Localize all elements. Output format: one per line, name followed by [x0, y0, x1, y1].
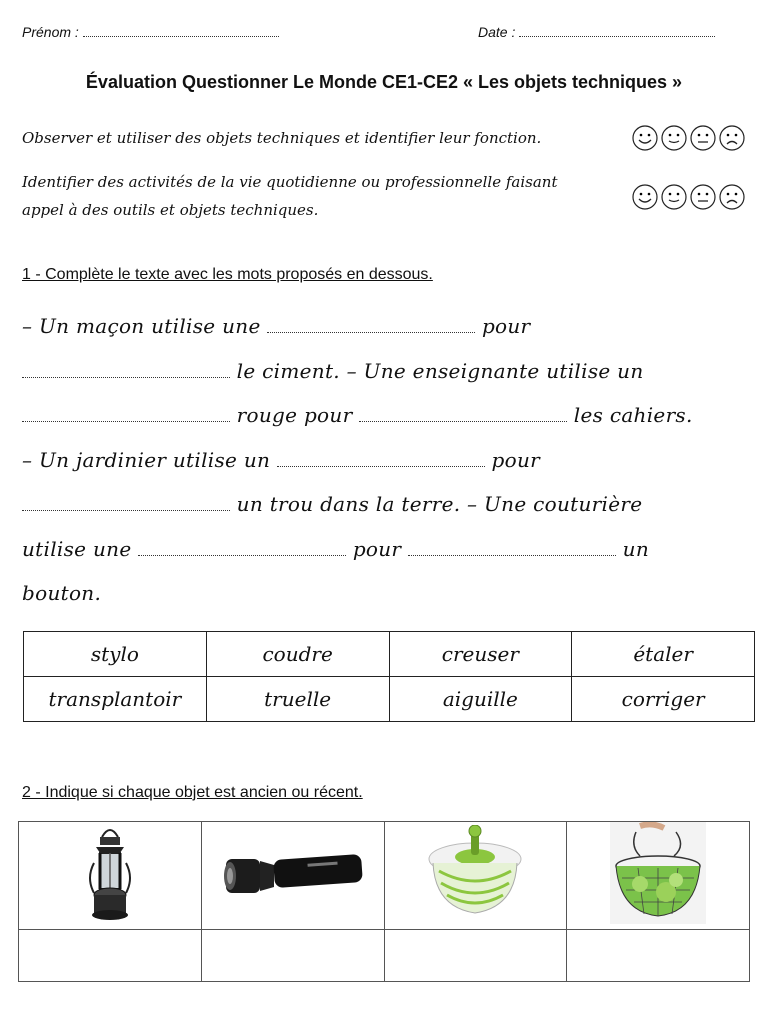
word-cell: transplantoir	[24, 677, 207, 722]
objective-2: Identifier des activités de la vie quotidienne ou professionnelle faisant appel à des outils et objets techniques.	[22, 173, 558, 219]
text-line-5: un trou dans la terre. – Une couturière	[22, 482, 712, 527]
object-cell	[19, 822, 202, 930]
answer-cell[interactable]	[201, 930, 384, 982]
blank-5[interactable]	[277, 450, 485, 467]
text-line-2: le ciment. – Une enseignante utilise un	[22, 349, 712, 394]
date-field[interactable]	[478, 24, 715, 40]
object-cell	[567, 822, 750, 930]
prenom-label: Prénom :	[22, 24, 79, 40]
smile-big-icon[interactable]	[632, 184, 658, 210]
blank-4[interactable]	[359, 405, 567, 422]
word-cell: aiguille	[389, 677, 572, 722]
fill-in-text	[22, 304, 712, 616]
word-cell: stylo	[24, 632, 207, 677]
object-cell	[384, 822, 567, 930]
word-cell: corriger	[572, 677, 755, 722]
text-line-3: rouge pour les cahiers.	[22, 393, 712, 438]
date-label: Date :	[478, 24, 516, 40]
blank-1[interactable]	[267, 316, 475, 333]
word-bank-table	[23, 631, 755, 722]
text-line-1: – Un maçon utilise une pour	[22, 314, 531, 338]
salad-spinner-image	[425, 825, 525, 921]
blank-2[interactable]	[22, 361, 230, 378]
objects-table	[18, 821, 750, 982]
page-title: Évaluation Questionner Le Monde CE1-CE2 « Les objets techniques »	[85, 72, 683, 92]
section-2-title: 2 - Indique si chaque objet est ancien ou récent.	[22, 784, 363, 801]
blank-6[interactable]	[22, 494, 230, 511]
neutral-face-icon[interactable]	[690, 184, 716, 210]
self-eval-faces-2[interactable]	[632, 184, 745, 210]
text-line-6: utilise une pour un	[22, 536, 650, 561]
answers-row	[19, 930, 750, 982]
text-line-4: – Un jardinier utilise un pour	[22, 447, 541, 472]
smile-icon[interactable]	[661, 125, 687, 151]
flashlight-image	[218, 843, 368, 903]
word-cell: étaler	[572, 632, 755, 677]
self-eval-faces-1[interactable]	[632, 125, 745, 151]
blank-7[interactable]	[138, 539, 346, 556]
smile-icon[interactable]	[661, 184, 687, 210]
object-cell	[201, 822, 384, 930]
sad-face-icon[interactable]	[719, 184, 745, 210]
objects-image-row	[19, 822, 750, 930]
objective-1: Observer et utiliser des objets techniques et identifier leur fonction.	[22, 129, 542, 147]
lantern-image	[80, 823, 140, 923]
answer-cell[interactable]	[19, 930, 202, 982]
section-1-title: 1 - Complète le texte avec les mots proposés en dessous.	[22, 266, 433, 283]
word-bank-row	[24, 677, 755, 722]
word-bank-row	[24, 632, 755, 677]
prenom-field[interactable]	[22, 24, 279, 40]
text-line-7: bouton.	[22, 581, 102, 605]
neutral-face-icon[interactable]	[690, 125, 716, 151]
answer-cell[interactable]	[384, 930, 567, 982]
word-cell: truelle	[206, 677, 389, 722]
word-cell: coudre	[206, 632, 389, 677]
answer-cell[interactable]	[567, 930, 750, 982]
blank-3[interactable]	[22, 405, 230, 422]
blank-8[interactable]	[408, 539, 616, 556]
word-cell: creuser	[389, 632, 572, 677]
sad-face-icon[interactable]	[719, 125, 745, 151]
smile-big-icon[interactable]	[632, 125, 658, 151]
salad-basket-image	[610, 822, 706, 924]
